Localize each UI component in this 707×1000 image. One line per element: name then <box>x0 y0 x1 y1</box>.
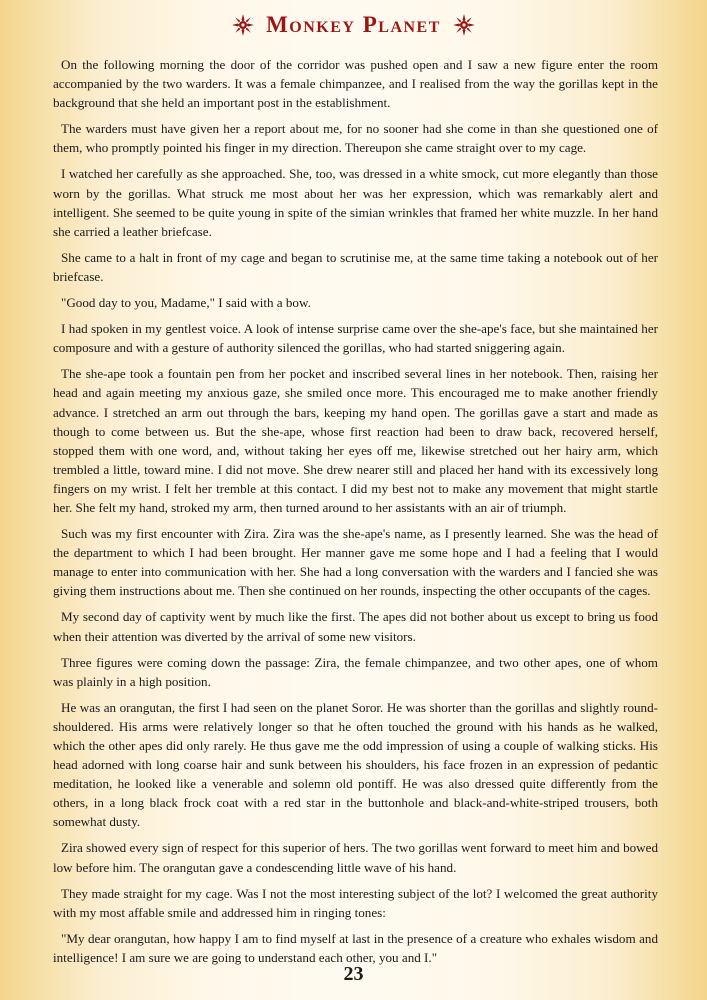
paragraph: She came to a halt in front of my cage and began to scrutinise me, at the same time taking a notebook out of her briefcase. <box>53 249 658 284</box>
page-title: Monkey Planet <box>266 12 441 37</box>
page-header <box>0 8 707 42</box>
paragraph: Such was my first encounter with Zira. Zira was the she-ape's name, as I presently learned. She was the head of the department to which I had been brought. Her manner gave me some hope and I had a feeling that I would manage to enter into communication with her. She had a long conversation with the warders and I fancied she was giving them instructions about me. Then she continued on her rounds, inspecting the other occupants of the cages. <box>53 526 658 599</box>
paragraph: He was an orangutan, the first I had seen on the planet Soror. He was shorter than the gorillas and slightly round-shouldered. His arms were relatively longer so that he often touched the ground with his hands as he walked, which the other apes did only rarely. He thus gave me the odd impression of using a couple of walking sticks. His head adorned with long coarse hair and sunk between his shoulders, his face frozen in an expression of pedantic meditation, he looked like a venerable and solemn old pontiff. He was also dressed quite differently from the others, in a long black frock coat with a red star in the buttonhole and black-and-white-striped trousers, both somewhat dusty. <box>53 699 658 830</box>
ornament-right-icon <box>453 14 475 36</box>
ornament-left-icon <box>232 14 254 36</box>
paragraph: My second day of captivity went by much like the first. The apes did not bother about us except to bring us food when their attention was diverted by the arrival of some new visitors. <box>53 609 658 644</box>
paragraph: Three figures were coming down the passage: Zira, the female chimpanzee, and two other apes, one of whom was plainly in a high position. <box>53 654 658 689</box>
paragraph: They made straight for my cage. Was I not the most interesting subject of the lot? I welcomed the great authority with my most affable smile and addressed him in ringing tones: <box>53 885 658 920</box>
paragraph: The warders must have given her a report about me, for no sooner had she come in than she questioned one of them, who promptly pointed his finger in my direction. Thereupon she came straight over to my cage. <box>53 121 658 156</box>
page-number: 23 <box>343 963 364 985</box>
paragraph: The she-ape took a fountain pen from her pocket and inscribed several lines in her notebook. Then, raising her head and again meeting my anxious gaze, she smiled once more. This encouraged me to make another friendly advance. I stretched an arm out through the bars, keeping my hand open. The gorillas gave a start and made as though to come between us. But the she-ape, whose first reaction had been to draw back, recovered herself, stopped them with one word, and, without taking her eyes off me, likewise stretched out her hairy arm, which trembled a little, toward mine. I did not move. She drew nearer still and placed her hand with its excessively long fingers on my wrist. I felt her tremble at this contact. I did my best not to make any movement that might startle her. She felt my hand, stroked my arm, then turned around to her assistants with an air of triumph. <box>53 366 658 515</box>
body-text <box>53 55 658 974</box>
paragraph: I watched her carefully as she approached. She, too, was dressed in a white smock, cut more elegantly than those worn by the gorillas. What struck me most about her was her expression, which was remarkably alert and intelligent. She seemed to be quite young in spite of the simian wrinkles that framed her white muzzle. In her hand she carried a leather briefcase. <box>53 166 658 239</box>
paragraph: I had spoken in my gentlest voice. A look of intense surprise came over the she-ape's face, but she maintained her composure and with a gesture of authority silenced the gorillas, who had started sniggering again. <box>53 321 658 356</box>
paragraph: "Good day to you, Madame," I said with a bow. <box>61 295 311 311</box>
paragraph: Zira showed every sign of respect for this superior of hers. The two gorillas went forward to meet him and bowed low before him. The orangutan gave a condescending little wave of his hand. <box>53 840 658 875</box>
paragraph: On the following morning the door of the corridor was pushed open and I saw a new figure enter the room accompanied by the two warders. It was a female chimpanzee, and I realised from the way the gorillas kept in the background that she held an important post in the establishment. <box>53 57 658 111</box>
paragraph: "My dear orangutan, how happy I am to find myself at last in the presence of a creature who exhales wisdom and intelligence! I am sure we are going to understand each other, you and I." <box>53 930 658 965</box>
